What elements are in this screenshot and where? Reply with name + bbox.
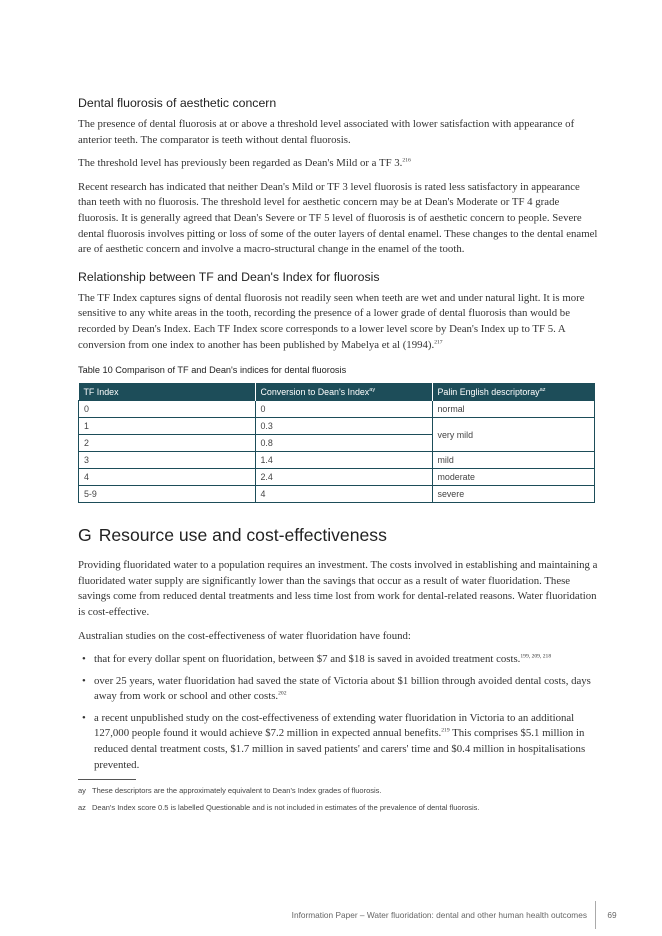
paragraph: Recent research has indicated that neither Dean's Mild or TF 3 level fluorosis is rated less satisfactory in appearance than teeth with no fluorosis. The threshold level for aesthetic concern may be at Dean's Moderate or TF 4 grade fluorosis. It is generally agreed that Dean's Severe or TF 5 level of fluorosis is of aesthetic concern to people. Severe dental fluorosis involves pitting or loss of some of the outer layers of dental enamel. These changes to the dental enamel are of aesthetic concern and involve a macro-structural change in the enamel of the tooth. [78,180,598,256]
section-g-heading [78,525,598,546]
cell-dean: 2.4 [255,469,432,486]
footnote-sup: ay [369,386,376,393]
reference-sup: 216 [402,157,411,164]
footer-divider [595,901,596,929]
section-letter: G [78,525,92,546]
table-header-row [79,383,595,401]
reference-sup: 217 [434,338,443,345]
page-footer [240,901,620,929]
reference-sup: 202 [278,690,287,697]
cell-dean: 0 [255,401,432,418]
cell-descriptor: very mild [432,418,595,452]
paragraph: Australian studies on the cost-effectiveness of water fluoridation have found: [78,629,411,642]
paragraph [78,156,598,172]
cell-dean: 4 [255,486,432,503]
list-item [78,711,598,773]
paragraph: The presence of dental fluorosis at or above a threshold level associated with lower satisfaction with appearance of anterior teeth. The comparator is teeth without dental fluorosis. [78,118,575,146]
cell-dean: 1.4 [255,452,432,469]
footnote-text: Dean's Index score 0.5 is labelled Questionable and is not included in estimates of the prevalence of dental fluorosis. [92,803,480,813]
page-content [78,96,598,819]
header-conversion-label: Conversion to Dean's Index [260,386,370,397]
table-row [79,469,595,486]
list-item-text: over 25 years, water fluoridation had saved the state of Victoria about $1 billion through avoided dental costs, days away from work or school and other costs. [94,674,591,703]
cell-descriptor: moderate [432,469,595,486]
table-row [79,486,595,503]
header-tf-index: TF Index [79,383,256,401]
cell-dean: 0.3 [255,418,432,435]
table-row [79,401,595,418]
cell-tf: 2 [79,435,256,452]
comparison-table [78,383,595,503]
paragraph [78,291,598,353]
cell-tf: 0 [79,401,256,418]
footnote-mark: ay [78,786,86,796]
footnote-sup: az [539,386,546,393]
footer-title: Information Paper – Water fluoridation: dental and other human health outcomes [291,910,587,920]
cell-descriptor: severe [432,486,595,503]
cell-descriptor: normal [432,401,595,418]
cell-tf: 4 [79,469,256,486]
section-title: Resource use and cost-effectiveness [98,525,387,546]
paragraph: Providing fluoridated water to a population requires an investment. The costs involved in establishing and maintaining a fluoridated water supply are significantly lower than the savings that occur as a result of water fluoridation. These savings come from reduced dental treatments and less time lost from work for dental-related reasons. Water fluoridation is cost-effective. [78,559,598,618]
list-item [78,674,598,705]
footnote-divider [78,779,136,780]
footnote-text: These descriptors are the approximately equivalent to Dean's Index grades of fluorosis. [92,786,382,796]
paragraph-text: The TF Index captures signs of dental fluorosis not readily seen when teeth are wet and under natural light. It is more sensitive to any white areas in the tooth, recording the presence of a lower grade of dental fluorosis than would be recorded by Dean's Index. Each TF Index score corresponds to a lower level score by Dean's Index up to TF 5. A conversion from one index to another has been published by Mabelya et al (1994). [78,291,585,351]
list-item-text: that for every dollar spent on fluoridation, between $7 and $18 is saved in avoided treatment costs. [94,653,521,666]
cell-dean: 0.8 [255,435,432,452]
footnote [78,785,598,796]
footnote [78,802,598,813]
header-descriptor [432,383,595,401]
page-number: 69 [607,910,617,920]
heading-relationship: Relationship between TF and Dean's Index for fluorosis [78,269,380,284]
cell-tf: 5-9 [79,486,256,503]
table-caption: Table 10 Comparison of TF and Dean's indices for dental fluorosis [78,365,347,376]
footnote-mark: az [78,803,86,813]
header-descriptor-label: Palin English descriptoray [437,386,540,397]
findings-list [78,652,598,773]
reference-sup: 219 [441,727,450,734]
paragraph-text: The threshold level has previously been regarded as Dean's Mild or a TF 3. [78,157,403,170]
cell-descriptor: mild [432,452,595,469]
list-item-text: a recent unpublished study on the cost-effectiveness of extending water fluoridation in Victoria to an additional 127,000 people found it would achieve $7.2 million in expected annual benefits. [94,711,575,740]
list-item-text-continued: This comprises $5.1 million in reduced dental treatment costs, $1.7 million in saved patients' and carers' time and $0.4 million in hospitalisations prevented. [94,727,586,771]
header-conversion [255,383,432,401]
reference-sup: 199, 209, 218 [520,653,552,660]
list-item [78,652,598,668]
table-row [79,452,595,469]
cell-tf: 3 [79,452,256,469]
heading-aesthetic-concern: Dental fluorosis of aesthetic concern [78,96,277,110]
cell-tf: 1 [79,418,256,435]
table-row [79,418,595,435]
